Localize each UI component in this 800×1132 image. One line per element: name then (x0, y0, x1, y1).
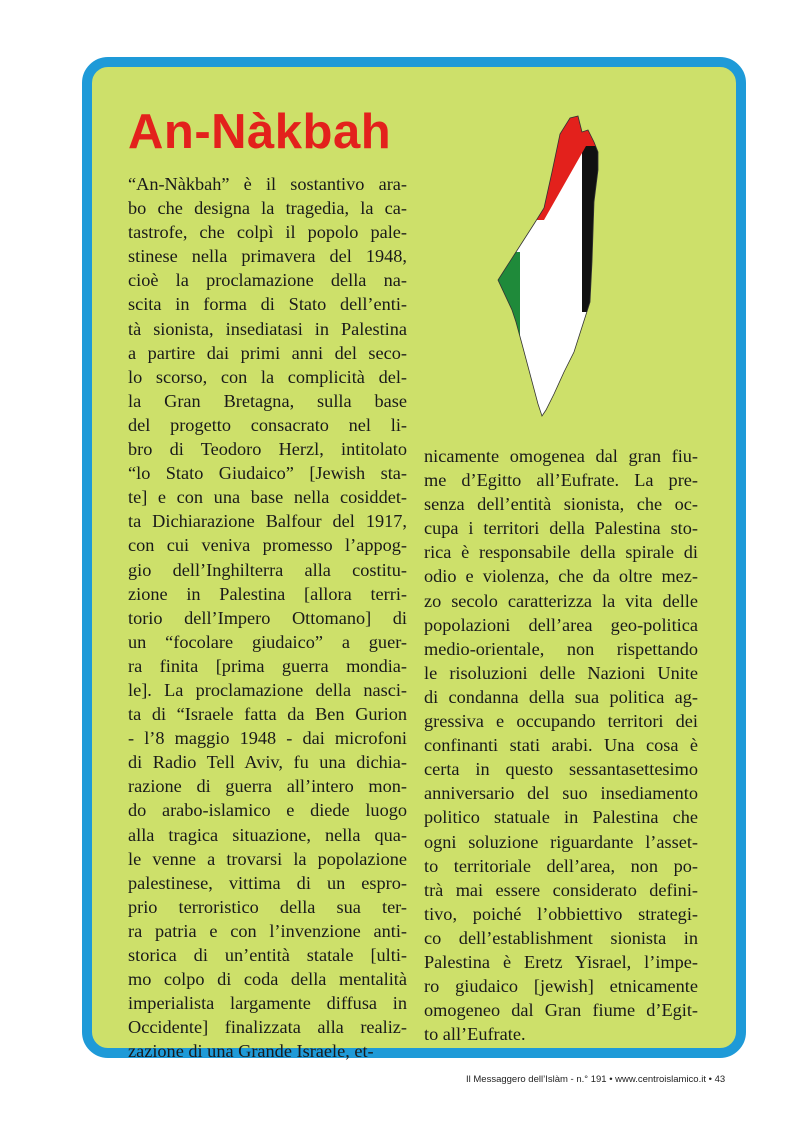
text-line: ra patria e con l’invenzione anti- (128, 920, 407, 941)
text-line: tà sionista, insediatasi in Palestina (128, 318, 407, 339)
text-line: mo colpo di coda della mentalità (128, 969, 407, 990)
text-line: un “focolare giudaico” a guer- (128, 631, 407, 652)
palestine-flag-map-icon (494, 112, 612, 428)
text-line: razione di guerra all’intero mon- (128, 776, 407, 797)
text-line: - l’8 maggio 1948 - dai microfoni (128, 728, 407, 749)
text-line: con cui veniva promesso l’appog- (128, 535, 407, 556)
text-line: Palestina è Eretz Yisrael, l’impe- (424, 951, 698, 972)
text-line: le venne a trovarsi la popolazione (128, 848, 407, 869)
text-line: ra finita [prima guerra mondia- (128, 655, 407, 676)
text-line: zo secolo caratterizza la vita delle (424, 590, 698, 611)
text-line: cupa i territori della Palestina sto- (424, 518, 698, 539)
text-line: palestinese, vittima di un espro- (128, 872, 407, 893)
text-line: gio dell’Inghilterra alla costitu- (128, 559, 407, 580)
text-line: ta di “Israele fatta da Ben Gurion (128, 704, 407, 725)
text-line: scita in forma di Stato dell’enti- (128, 294, 407, 315)
text-line: me d’Egitto all’Eufrate. La pre- (424, 470, 698, 491)
text-line: tivo, poiché l’obbiettivo strategi- (424, 903, 698, 924)
text-line: odio e violenza, che da oltre mez- (424, 566, 698, 587)
text-line: gressiva e occupando territori dei (424, 711, 698, 732)
text-line: senza dell’entità sionista, che oc- (424, 494, 698, 515)
text-line: popolazioni dell’area geo-politica (424, 614, 698, 635)
text-line: anniversario del suo insediamento (424, 783, 698, 804)
text-line: del progetto consacrato nel li- (128, 414, 407, 435)
text-line: zazione di una Grande Israele, et- (128, 1041, 374, 1062)
text-line: politico statuale in Palestina che (424, 807, 698, 828)
text-line: prio terroristico della sua ter- (128, 896, 407, 917)
text-line: confinanti stati arabi. Una cosa è (424, 735, 698, 756)
text-line: tastrofe, che colpì il popolo pale- (128, 222, 407, 243)
page-footer: Il Messaggero dell’Islàm - n.° 191 • www.centroislamico.it • 43 (466, 1074, 726, 1085)
text-line: la Gran Bretagna, sulla base (128, 390, 407, 411)
article-title: An-Nàkbah (128, 105, 392, 159)
text-line: trà mai essere considerato defini- (424, 879, 698, 900)
article-column-left (128, 172, 407, 1063)
text-line: omogeneo dal Gran fiume d’Egit- (424, 1000, 698, 1021)
text-line: bo che designa la tragedia, la ca- (128, 198, 407, 219)
text-line: imperialista largamente diffusa in (128, 993, 407, 1014)
text-line: “lo Stato Giudaico” [Jewish sta- (128, 463, 407, 484)
text-line: ta Dichiarazione Balfour del 1917, (128, 511, 407, 532)
text-line: le risoluzioni delle Nazioni Unite (424, 662, 698, 683)
text-line: cioè la proclamazione della na- (128, 270, 407, 291)
text-line: ro giudaico [jewish] etnicamente (424, 976, 698, 997)
text-line: di condanna della sua politica ag- (424, 686, 698, 707)
text-line: to territoriale dell’area, non po- (424, 855, 698, 876)
text-line: torio dell’Impero Ottomano] di (128, 607, 407, 628)
text-line: lo scorso, con la complicità del- (128, 366, 407, 387)
text-line: a partire dai primi anni del seco- (128, 342, 407, 363)
text-line: te] e con una base nella cosiddet- (128, 487, 407, 508)
text-line: storica di un’entità statale [ulti- (128, 945, 407, 965)
text-line: zione in Palestina [allora terri- (128, 583, 407, 604)
text-line: certa in questo sessantasettesimo (424, 759, 698, 780)
text-line: Occidente] finalizzata alla realiz- (128, 1017, 407, 1038)
text-line: nicamente omogenea dal gran fiu- (424, 446, 698, 466)
text-line: bro di Teodoro Herzl, intitolato (128, 439, 407, 460)
text-line: alla tragica situazione, nella qua- (128, 824, 407, 845)
text-line: co dell’establishment sionista in (424, 927, 698, 948)
text-line: medio-orientale, non rispettando (424, 638, 698, 659)
text-line: “An-Nàkbah” è il sostantivo ara- (128, 174, 407, 194)
text-line: le]. La proclamazione della nasci- (128, 679, 407, 700)
text-line: ogni soluzione riguardante l’asset- (424, 831, 698, 852)
text-line: do arabo-islamico e diede luogo (128, 800, 407, 821)
text-line: stinese nella primavera del 1948, (128, 246, 407, 267)
article-column-right (424, 444, 698, 1046)
text-line: di Radio Tell Aviv, fu una dichia- (128, 752, 407, 773)
text-line: to all’Eufrate. (424, 1024, 526, 1045)
text-line: rica è responsabile della spirale di (424, 542, 698, 563)
